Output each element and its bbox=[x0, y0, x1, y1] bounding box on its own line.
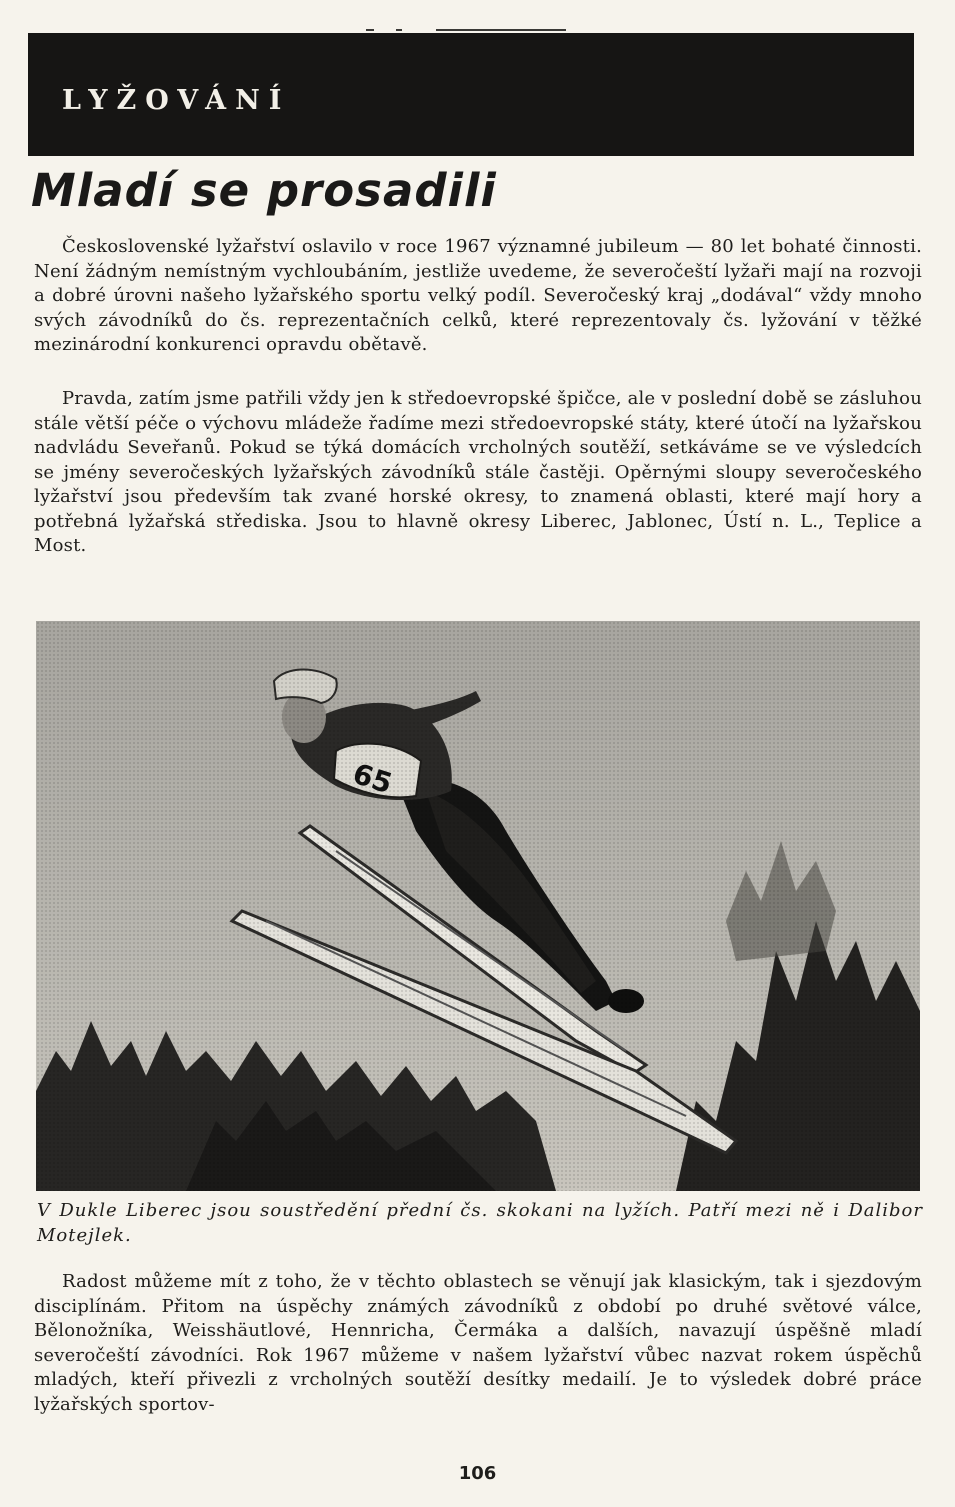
ski-jumper-photo bbox=[36, 621, 920, 1191]
photo-caption: V Dukle Liberec jsou soustředění přední čs. skokani na lyžích. Patří mezi ně i Dalibor Motejlek. bbox=[37, 1200, 923, 1246]
section-banner bbox=[28, 33, 914, 156]
paragraph-2: Pravda, zatím jsme patřili vždy jen k středoevropské špičce, ale v poslední době se zásluhou stále větší péče o výchovu mládeže řadíme mezi středoevropské státy, které útočí na lyžařskou nadvládu Seveřanů. Pokud se týká domácích vrcholných soutěží, setkáváme se ve výsledcích se jmény severočeských lyžařských závodníků stále častěji. Opěrnými sloupy severočeského lyžařství jsou především tak zvané horské okresy, to znamená oblasti, které mají hory a potřebná lyžařská střediska. Jsou to hlavně okresy Liberec, Jablonec, Ústí n. L., Teplice a Most. bbox=[34, 388, 922, 556]
section-label: LYŽOVÁNÍ bbox=[62, 85, 291, 116]
page-number: 106 bbox=[458, 1463, 497, 1484]
paragraph-3: Radost můžeme mít z toho, že v těchto oblastech se věnují jak klasickým, tak i sjezdovým disciplínám. Přitom na úspěchy známých závodníků z období po druhé světové válce, Bělonožníka, Weisshäutlové, Hennricha, Čermáka a dalších, navazují úspěšně mladí severočeští závodníci. Rok 1967 můžeme v našem lyžařství vůbec nazvat rokem úspěchů mladých, kteří přivezli z vrcholných soutěží desítky medailí. Je to výsledek dobré práce lyžařských sportov- bbox=[34, 1271, 922, 1415]
article-title: Mladí se prosadili bbox=[31, 164, 497, 217]
top-edge-mark bbox=[366, 29, 566, 32]
paragraph-1: Československé lyžařství oslavilo v roce 1967 významné jubileum — 80 let bohaté činnosti. Není žádným nemístným vychloubáním, jestliže uvedeme, že severočeští lyžaři mají na rozvoji a dobré úrovni našeho lyžařského sportu velký podíl. Severočeský kraj „dodával“ vždy mnoho svých závodníků do čs. reprezentačních celků, které reprezentovaly čs. lyžování v těžké mezinárodní konkurenci opravdu obětavě. bbox=[34, 236, 922, 355]
photo-illustration bbox=[36, 621, 920, 1191]
